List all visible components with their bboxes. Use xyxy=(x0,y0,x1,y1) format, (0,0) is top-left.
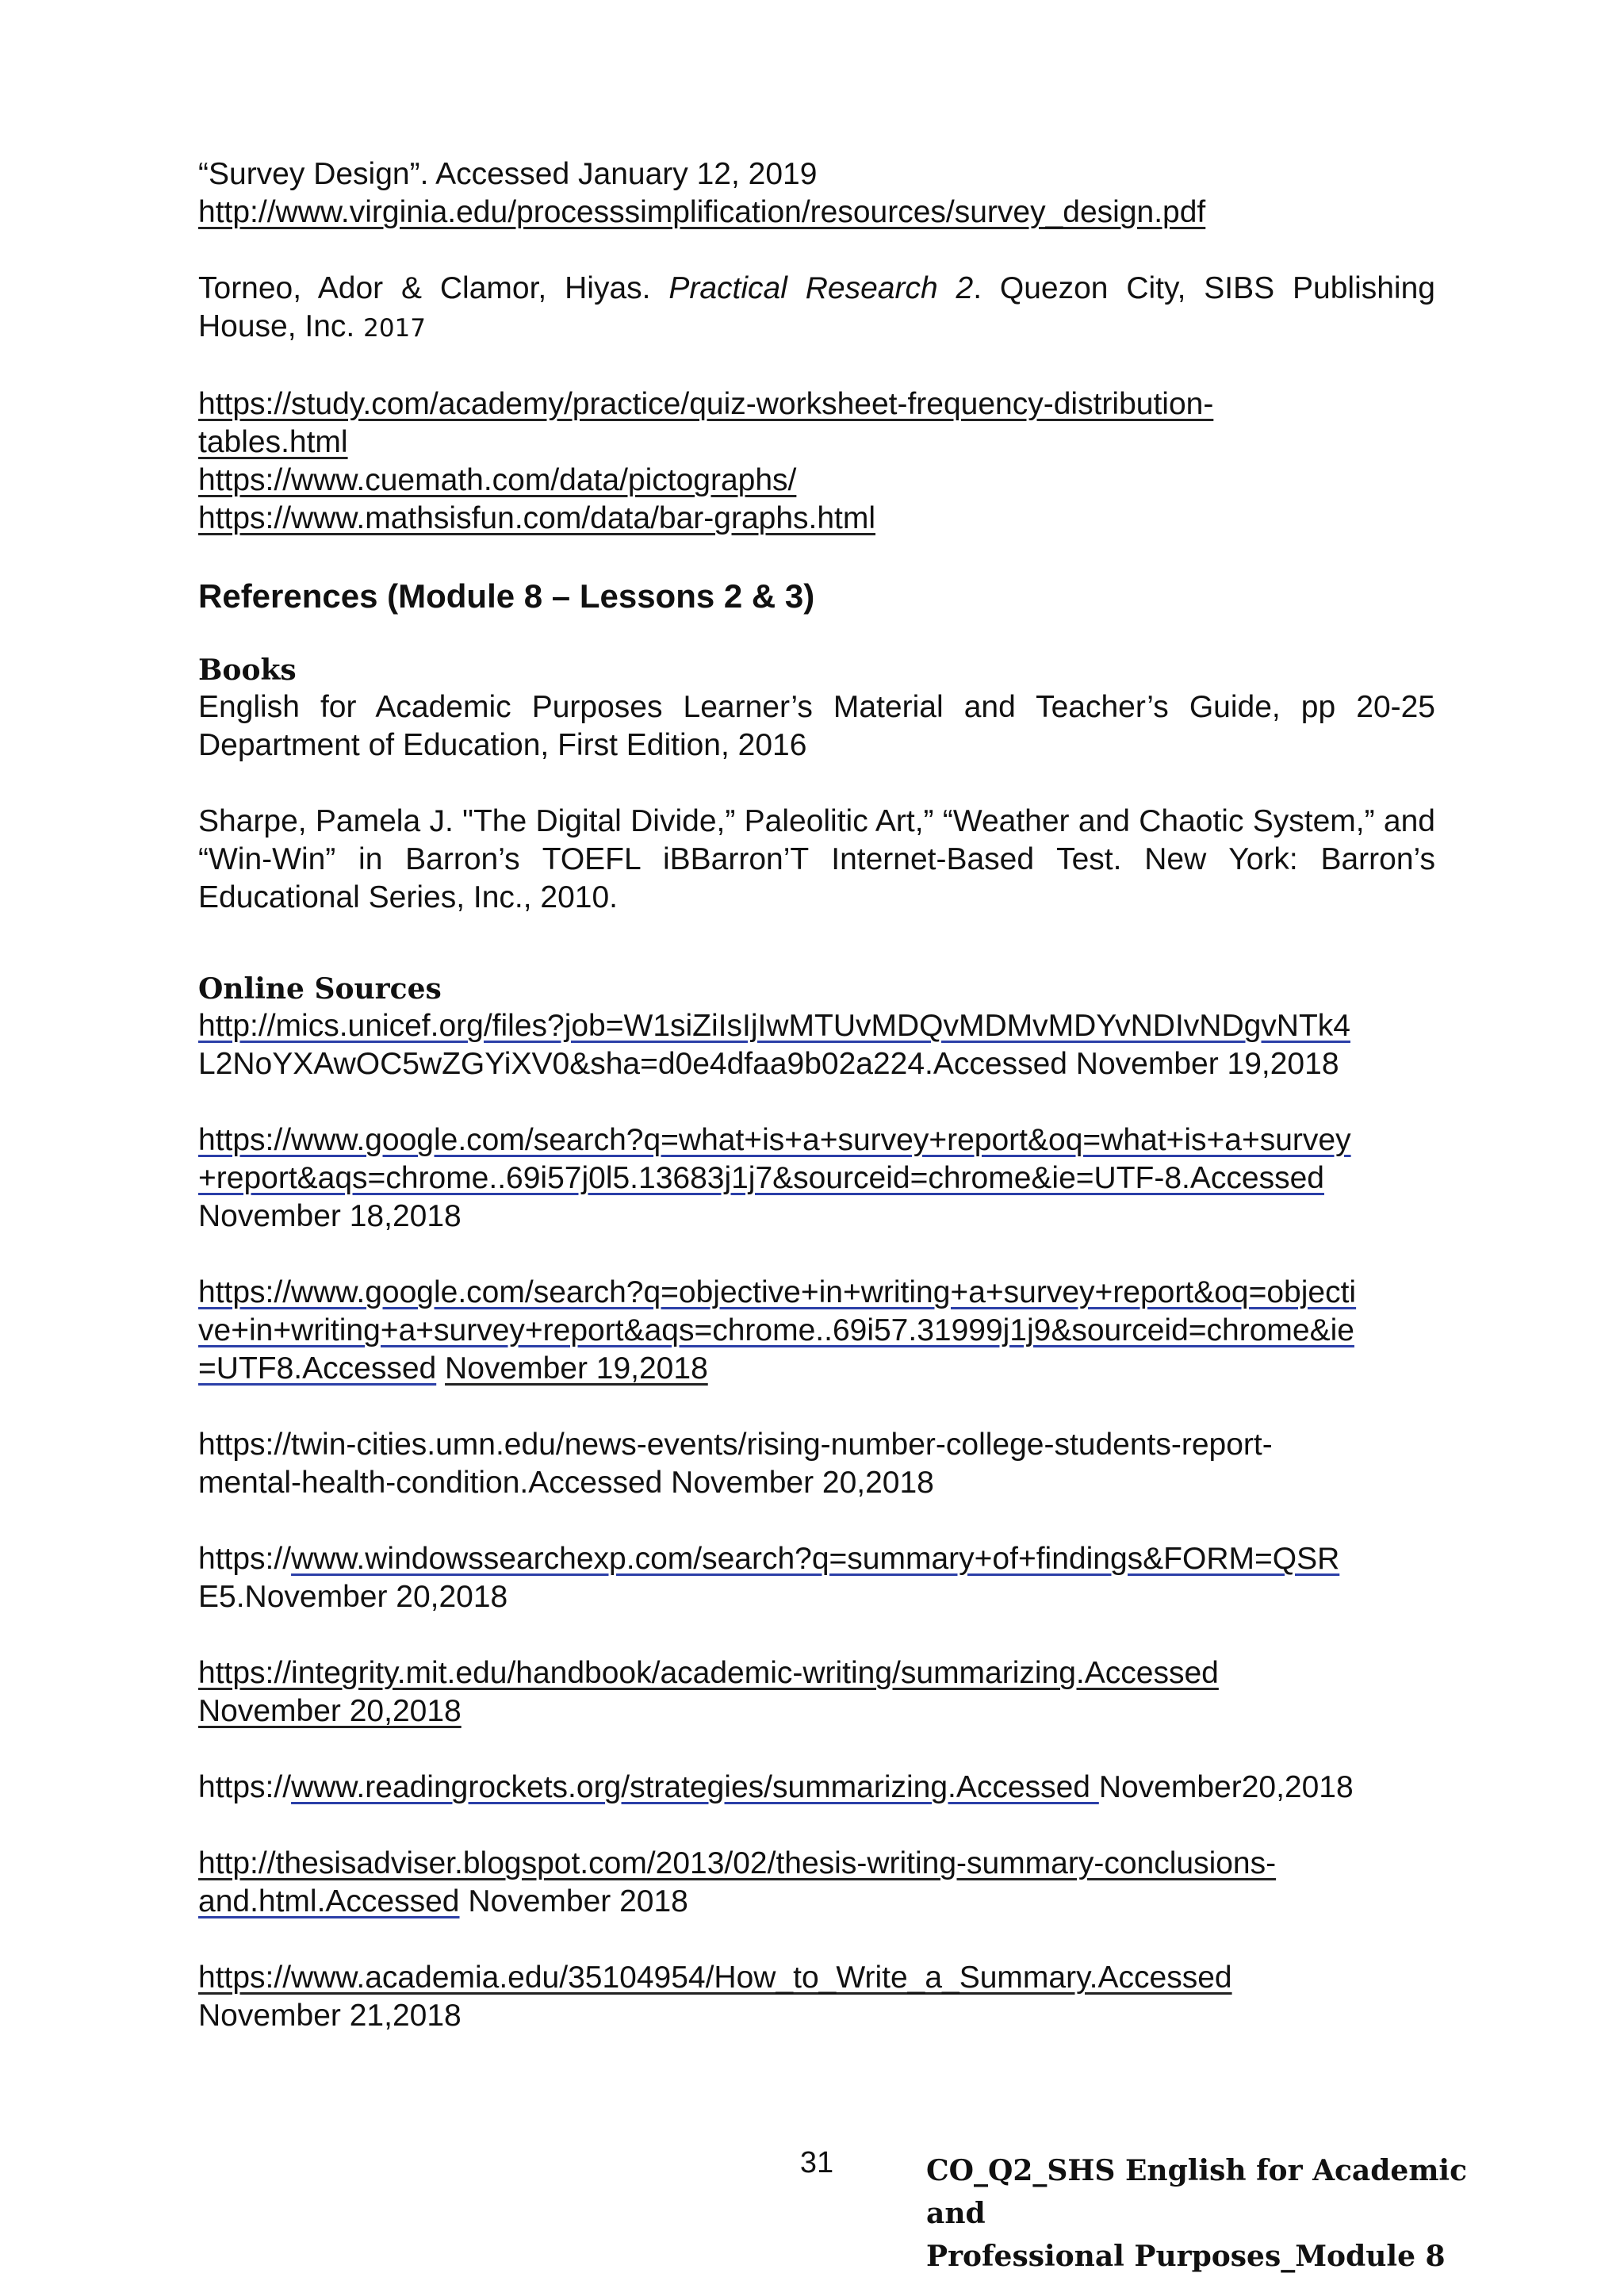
module-footer xyxy=(926,2149,1481,2278)
reference-link[interactable]: http://thesisadviser.blogspot.com/2013/02/thesis-writing-summary-conclusions- xyxy=(198,1846,1277,1880)
reference-academia xyxy=(198,1959,1435,2035)
reference-text: L2NoYXAwOC5wZGYiXV0&sha=d0e4dfaa9b02a224.Accessed November 19,2018 xyxy=(198,1047,1339,1081)
books-subheading: Books xyxy=(198,654,297,687)
reference-unicef xyxy=(198,1007,1435,1083)
reference-link[interactable]: www.windowssearchexp.com/search?q=summary+of+findings&FORM=QSR xyxy=(291,1542,1340,1576)
reference-link[interactable]: November 20,2018 xyxy=(198,1694,462,1728)
reference-text: https:// xyxy=(198,1542,292,1576)
reference-link[interactable]: https://www.google.com/search?q=what+is+a+survey+report&oq=what+is+a+survey xyxy=(198,1123,1351,1157)
online-sources-subheading: Online Sources xyxy=(198,972,442,1006)
reference-link[interactable]: www.readingrockets.org/strategies/summarizing.Accessed xyxy=(291,1770,1099,1804)
reference-link[interactable]: =UTF8.Accessed xyxy=(198,1351,437,1386)
reference-text: “Survey Design”. Accessed January 12, 2019 xyxy=(198,157,818,191)
reference-link[interactable]: http://www.virginia.edu/processsimplification/resources/survey_design.pdf xyxy=(198,195,1206,229)
reference-link[interactable]: https://www.mathsisfun.com/data/bar-graphs.html xyxy=(198,501,876,535)
reference-windowssearch xyxy=(198,1540,1435,1616)
references-content xyxy=(198,155,1435,2035)
book-title: Practical Research 2 xyxy=(668,271,974,305)
reference-text: November 2018 xyxy=(459,1884,688,1918)
reference-link[interactable]: https://study.com/academy/practice/quiz-worksheet-frequency-distribution- xyxy=(198,387,1214,421)
reference-link[interactable]: ve+in+writing+a+survey+report&aqs=chrome..69i57.31999j1j9&sourceid=chrome&ie xyxy=(198,1313,1354,1347)
module-footer-line: Professional Purposes_Module 8 xyxy=(926,2240,1446,2273)
reference-text: https:// xyxy=(198,1770,292,1804)
reference-text: November 18,2018 xyxy=(198,1199,462,1233)
reference-text: mental-health-condition.Accessed November 20,2018 xyxy=(198,1466,934,1500)
reference-mit xyxy=(198,1654,1435,1731)
reference-link[interactable]: http://mics.unicef.org/files?job=W1siZiIsIjIwMTUvMDQvMDMvMDYvNDIvNDgvNTk4 xyxy=(198,1009,1350,1043)
reference-text: Torneo, Ador & Clamor, Hiyas. xyxy=(198,271,669,305)
reference-link[interactable]: https://www.google.com/search?q=objective+in+writing+a+survey+report&oq=objecti xyxy=(198,1275,1357,1309)
reference-link[interactable]: November 19,2018 xyxy=(445,1351,708,1386)
reference-thesisadviser xyxy=(198,1845,1435,1921)
module-footer-line: CO_Q2_SHS English for Academic and xyxy=(926,2154,1468,2230)
reference-torneo xyxy=(198,270,1435,347)
reference-sharpe: Sharpe, Pamela J. "The Digital Divide,” Paleolitic Art,” “Weather and Chaotic System,” and “Win-Win” in Barron’s TOEFL iBBarron’T Internet-Based Test. New York: Barron’s Educational Series, Inc., 2010. xyxy=(198,804,1435,914)
reference-survey-design xyxy=(198,155,1435,232)
reference-umn xyxy=(198,1426,1435,1502)
reference-text: E5.November 20,2018 xyxy=(198,1580,508,1614)
reference-eap xyxy=(198,688,1435,765)
reference-text: English for Academic Purposes Learner’s Material and Teacher’s Guide, pp 20-25 xyxy=(198,690,1435,724)
reference-link[interactable]: https://www.cuemath.com/data/pictographs/ xyxy=(198,463,797,497)
reference-text: November20,2018 xyxy=(1098,1770,1354,1804)
reference-link[interactable]: and.html.Accessed xyxy=(198,1884,460,1918)
reference-text: Department of Education, First Edition, 2016 xyxy=(198,728,807,762)
reference-link[interactable]: +report&aqs=chrome..69i57j0l5.13683j1j7&sourceid=chrome&ie=UTF-8.Accessed xyxy=(198,1161,1324,1195)
reference-text: . Quezon City, SIBS Publishing House, Inc. xyxy=(198,271,1435,343)
section-heading: References (Module 8 – Lessons 2 & 3) xyxy=(198,577,815,615)
reference-text: https://twin-cities.umn.edu/news-events/rising-number-college-students-report- xyxy=(198,1428,1273,1462)
reference-links-group xyxy=(198,385,1435,538)
reference-google-2 xyxy=(198,1274,1435,1388)
reference-readingrockets xyxy=(198,1769,1435,1807)
reference-link[interactable]: https://integrity.mit.edu/handbook/academic-writing/summarizing.Accessed xyxy=(198,1656,1219,1690)
reference-year: 2017 xyxy=(363,314,427,343)
reference-link[interactable]: https://www.academia.edu/35104954/How_to_Write_a_Summary.Accessed xyxy=(198,1961,1232,1995)
reference-text: November 21,2018 xyxy=(198,1999,462,2033)
reference-google-1 xyxy=(198,1121,1435,1236)
reference-link[interactable]: tables.html xyxy=(198,425,348,459)
page-number: 31 xyxy=(799,2146,834,2179)
